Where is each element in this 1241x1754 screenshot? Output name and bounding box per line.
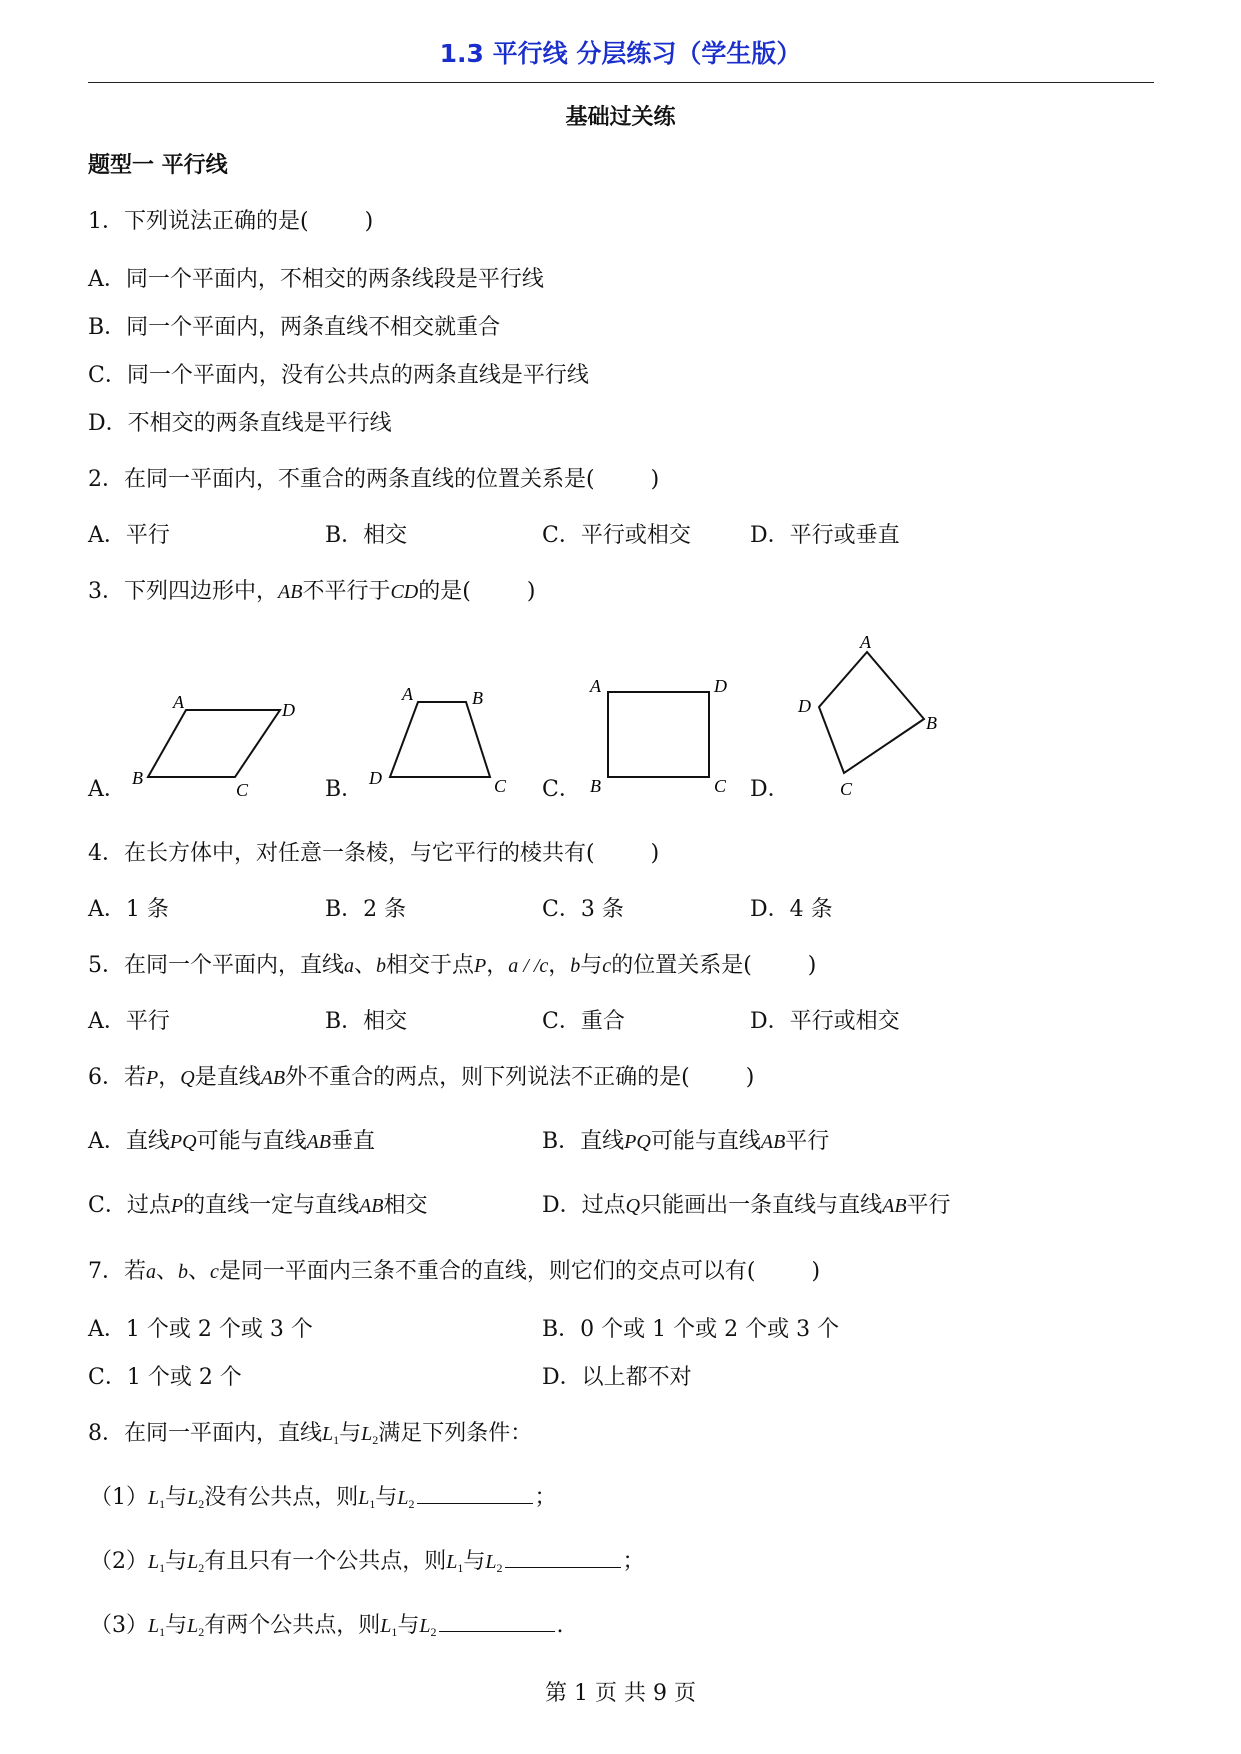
q8-p1-e: ； bbox=[534, 1485, 557, 1510]
figure-kite bbox=[790, 620, 960, 810]
q5-s4: ， bbox=[486, 953, 509, 978]
header-divider bbox=[88, 82, 1154, 83]
q6-b1: B．直线 bbox=[542, 1129, 625, 1154]
q6-a3: 垂直 bbox=[331, 1129, 376, 1154]
q8-p1-l1-letter: L bbox=[148, 1487, 160, 1509]
q8-p3-l2b-sub: 2 bbox=[430, 1625, 437, 1639]
q6-d1: D．过点 bbox=[542, 1193, 626, 1218]
q6-s2: ， bbox=[158, 1065, 181, 1090]
question-3 bbox=[88, 574, 535, 605]
q8-l2-sub: 2 bbox=[372, 1433, 379, 1447]
type-heading: 题型一 平行线 bbox=[88, 153, 228, 178]
q8-p3-l1b-sub: 1 bbox=[391, 1625, 398, 1639]
q3-close: ) bbox=[526, 579, 536, 604]
q6-b2: 可能与直线 bbox=[650, 1129, 761, 1154]
q6-c1: C．过点 bbox=[88, 1193, 171, 1218]
q8-p1-l2-letter: L bbox=[187, 1487, 199, 1509]
q1-stem: 1．下列说法正确的是( bbox=[88, 209, 309, 234]
q5-b: b bbox=[376, 955, 387, 977]
q3-cd: CD bbox=[390, 581, 419, 603]
q8-p2-l2b-letter: L bbox=[485, 1551, 497, 1573]
q8-p2-d: 与 bbox=[463, 1549, 486, 1574]
fig-b-label-d: D bbox=[369, 768, 382, 788]
fig-a-label-d: D bbox=[282, 700, 295, 720]
q8-l2-letter: L bbox=[361, 1423, 373, 1445]
fig-d-label-b: B bbox=[926, 713, 937, 733]
q3-stem-a: 3．下列四边形中， bbox=[88, 579, 278, 604]
q8-p1-num: （1） bbox=[90, 1485, 148, 1510]
q8-p1-l2b bbox=[397, 1487, 414, 1509]
q7-option-b: B．0 个或 1 个或 2 个或 3 个 bbox=[542, 1317, 840, 1342]
q8-p1-b: 与 bbox=[165, 1485, 188, 1510]
q8-p3-l1 bbox=[148, 1615, 165, 1637]
q6-c-ab: AB bbox=[359, 1195, 384, 1217]
q8-part-1 bbox=[90, 1480, 557, 1512]
page-number-footer: 第 1 页 共 9 页 bbox=[545, 1681, 696, 1706]
q2-close: ) bbox=[650, 467, 660, 492]
question-5 bbox=[88, 948, 816, 979]
q6-c2: 的直线一定与直线 bbox=[183, 1193, 360, 1218]
q8-p3-answer-blank[interactable] bbox=[439, 1613, 555, 1632]
q7-close: ) bbox=[811, 1259, 821, 1284]
q6-option-b bbox=[542, 1124, 829, 1155]
q7-s4: 是同一平面内三条不重合的直线，则它们的交点可以有( bbox=[218, 1259, 756, 1284]
q4-option-c: C．3 条 bbox=[542, 897, 624, 922]
fig-c-label-c: C bbox=[714, 776, 727, 796]
question-1 bbox=[88, 204, 373, 235]
q6-d-ab: AB bbox=[882, 1195, 907, 1217]
q5-s7: 的位置关系是( bbox=[611, 953, 752, 978]
q7-c: c bbox=[210, 1261, 219, 1283]
q3-ab: AB bbox=[278, 581, 303, 603]
q7-s2: 、 bbox=[156, 1259, 179, 1284]
q8-part-3 bbox=[90, 1608, 564, 1640]
q8-p2-answer-blank[interactable] bbox=[505, 1549, 621, 1568]
q6-a1: A．直线 bbox=[88, 1129, 170, 1154]
q8-p2-l2 bbox=[187, 1551, 204, 1573]
q8-part-2 bbox=[90, 1544, 645, 1576]
q6-b3: 平行 bbox=[785, 1129, 830, 1154]
q8-p3-l1-sub: 1 bbox=[159, 1625, 166, 1639]
q3-option-a: A． bbox=[88, 777, 126, 802]
q6-ab: AB bbox=[260, 1067, 286, 1089]
q8-p2-l2-letter: L bbox=[187, 1551, 199, 1573]
q3-stem-b: 不平行于 bbox=[302, 579, 391, 604]
q8-p3-l2-letter: L bbox=[187, 1615, 199, 1637]
figure-trapezoid bbox=[360, 620, 530, 800]
page-title: 1.3 平行线 分层练习（学生版） bbox=[439, 39, 802, 68]
q7-a: a bbox=[146, 1261, 156, 1283]
q8-p2-l2b bbox=[485, 1551, 502, 1573]
fig-a-label-c: C bbox=[236, 780, 249, 800]
question-7 bbox=[88, 1254, 820, 1285]
q6-d2: 只能画出一条直线与直线 bbox=[640, 1193, 883, 1218]
q8-p3-num: （3） bbox=[90, 1613, 148, 1638]
q8-l1-sub: 1 bbox=[333, 1433, 340, 1447]
q4-stem: 4．在长方体中，对任意一条棱，与它平行的棱共有( bbox=[88, 841, 595, 866]
q6-a2: 可能与直线 bbox=[196, 1129, 307, 1154]
question-6 bbox=[88, 1060, 754, 1091]
q4-option-a: A．1 条 bbox=[88, 897, 169, 922]
q8-p1-l2b-sub: 2 bbox=[408, 1497, 415, 1511]
fig-d-label-c: C bbox=[840, 779, 853, 799]
q5-c: c bbox=[602, 955, 612, 977]
q6-s1: 6．若 bbox=[88, 1065, 146, 1090]
q8-p2-e: ； bbox=[622, 1549, 645, 1574]
q2-option-b: B．相交 bbox=[325, 523, 408, 548]
q6-q: Q bbox=[180, 1067, 195, 1089]
q6-p: P bbox=[146, 1067, 159, 1089]
q6-close: ) bbox=[745, 1065, 755, 1090]
q6-s3: 是直线 bbox=[194, 1065, 261, 1090]
q5-close: ) bbox=[807, 953, 817, 978]
q8-p1-l1b bbox=[358, 1487, 375, 1509]
q5-s1: 5．在同一个平面内，直线 bbox=[88, 953, 344, 978]
question-4 bbox=[88, 836, 659, 867]
q6-option-d bbox=[542, 1188, 951, 1219]
q2-option-c: C．平行或相交 bbox=[542, 523, 691, 548]
q1-option-c: C．同一个平面内，没有公共点的两条直线是平行线 bbox=[88, 363, 589, 388]
q8-p1-c: 没有公共点，则 bbox=[204, 1485, 359, 1510]
q3-option-b: B． bbox=[325, 777, 364, 802]
q8-p1-l2 bbox=[187, 1487, 204, 1509]
q6-b-ab: AB bbox=[760, 1131, 786, 1153]
q8-p3-b: 与 bbox=[165, 1613, 188, 1638]
q8-l2 bbox=[361, 1423, 378, 1445]
q5-b2: b bbox=[570, 955, 581, 977]
q8-p1-l1b-letter: L bbox=[358, 1487, 370, 1509]
q3-stem-c: 的是( bbox=[418, 579, 471, 604]
q8-p2-l1b bbox=[446, 1551, 463, 1573]
question-2 bbox=[88, 462, 659, 493]
q8-s2: 与 bbox=[339, 1421, 362, 1446]
q6-a-ab: AB bbox=[306, 1131, 332, 1153]
q6-c3: 相交 bbox=[383, 1193, 428, 1218]
question-8 bbox=[88, 1416, 532, 1448]
q8-p2-l1-letter: L bbox=[148, 1551, 160, 1573]
q8-s3: 满足下列条件： bbox=[378, 1421, 533, 1446]
fig-b-label-b: B bbox=[472, 688, 483, 708]
q8-p1-l2b-letter: L bbox=[397, 1487, 409, 1509]
fig-b-label-a: A bbox=[402, 684, 413, 704]
q7-s3: 、 bbox=[188, 1259, 211, 1284]
fig-c-label-b: B bbox=[590, 776, 601, 796]
q1-option-b: B．同一个平面内，两条直线不相交就重合 bbox=[88, 315, 501, 340]
q8-p2-l1 bbox=[148, 1551, 165, 1573]
q6-a-pq: PQ bbox=[169, 1131, 197, 1153]
q8-p3-l1b bbox=[380, 1615, 397, 1637]
figure-parallelogram bbox=[120, 620, 310, 800]
q5-a-parallel-c: a / /c bbox=[508, 955, 549, 977]
q8-p3-e: . bbox=[556, 1613, 564, 1638]
q5-s6: 与 bbox=[580, 953, 603, 978]
q6-d-q: Q bbox=[625, 1195, 641, 1217]
q6-d3: 平行 bbox=[906, 1193, 951, 1218]
fig-a-label-a: A bbox=[173, 692, 184, 712]
q8-p2-c: 有且只有一个公共点，则 bbox=[204, 1549, 447, 1574]
q4-option-b: B．2 条 bbox=[325, 897, 407, 922]
q8-p2-l2b-sub: 2 bbox=[496, 1561, 503, 1575]
section-title: 基础过关练 bbox=[565, 105, 676, 130]
q8-p2-l2-sub: 2 bbox=[198, 1561, 205, 1575]
q5-s2: 、 bbox=[354, 953, 377, 978]
q5-option-c: C．重合 bbox=[542, 1009, 625, 1034]
q2-option-d: D．平行或垂直 bbox=[750, 523, 900, 548]
q5-s5: ， bbox=[548, 953, 571, 978]
q4-close: ) bbox=[650, 841, 660, 866]
q8-p1-d: 与 bbox=[375, 1485, 398, 1510]
q1-option-a: A．同一个平面内，不相交的两条线段是平行线 bbox=[88, 267, 544, 292]
q6-option-c bbox=[88, 1188, 428, 1219]
q8-p3-c: 有两个公共点，则 bbox=[204, 1613, 381, 1638]
q5-option-d: D．平行或相交 bbox=[750, 1009, 900, 1034]
q8-p1-l1-sub: 1 bbox=[159, 1497, 166, 1511]
q8-p1-l1 bbox=[148, 1487, 165, 1509]
figure-square bbox=[580, 620, 750, 800]
q5-option-a: A．平行 bbox=[88, 1009, 170, 1034]
fig-c-label-a: A bbox=[590, 676, 601, 696]
q1-close: ) bbox=[364, 209, 374, 234]
q7-option-a: A．1 个或 2 个或 3 个 bbox=[88, 1317, 313, 1342]
fig-d-label-d: D bbox=[798, 696, 811, 716]
q6-option-a bbox=[88, 1124, 375, 1155]
q2-option-a: A．平行 bbox=[88, 523, 170, 548]
fig-b-label-c: C bbox=[494, 776, 507, 796]
q4-option-d: D．4 条 bbox=[750, 897, 833, 922]
q2-stem: 2．在同一平面内，不重合的两条直线的位置关系是( bbox=[88, 467, 595, 492]
q8-p2-l1b-letter: L bbox=[446, 1551, 458, 1573]
q1-option-d: D．不相交的两条直线是平行线 bbox=[88, 411, 392, 436]
q5-s3: 相交于点 bbox=[386, 953, 475, 978]
fig-d-label-a: A bbox=[860, 632, 871, 652]
fig-a-label-b: B bbox=[132, 768, 143, 788]
q8-p3-l2 bbox=[187, 1615, 204, 1637]
q7-b: b bbox=[178, 1261, 189, 1283]
q8-p3-l1b-letter: L bbox=[380, 1615, 392, 1637]
q6-c-p: P bbox=[170, 1195, 184, 1217]
q8-l1-letter: L bbox=[322, 1423, 334, 1445]
q8-p2-l1-sub: 1 bbox=[159, 1561, 166, 1575]
q8-p3-l2-sub: 2 bbox=[198, 1625, 205, 1639]
q8-p2-l1b-sub: 1 bbox=[457, 1561, 464, 1575]
q8-p1-l1b-sub: 1 bbox=[369, 1497, 376, 1511]
q8-p3-l2b-letter: L bbox=[419, 1615, 431, 1637]
fig-c-label-d: D bbox=[714, 676, 727, 696]
q8-l1 bbox=[322, 1423, 339, 1445]
q8-p1-answer-blank[interactable] bbox=[417, 1485, 533, 1504]
q8-p3-l2b bbox=[419, 1615, 436, 1637]
q5-p: P bbox=[474, 955, 487, 977]
q6-s4: 外不重合的两点，则下列说法不正确的是( bbox=[285, 1065, 690, 1090]
q6-b-pq: PQ bbox=[624, 1131, 651, 1153]
q8-p1-l2-sub: 2 bbox=[198, 1497, 205, 1511]
q3-option-c: C． bbox=[542, 777, 581, 802]
q8-p2-b: 与 bbox=[165, 1549, 188, 1574]
q3-option-d: D． bbox=[750, 777, 790, 802]
q8-s1: 8．在同一平面内，直线 bbox=[88, 1421, 322, 1446]
q8-p3-d: 与 bbox=[397, 1613, 420, 1638]
q5-option-b: B．相交 bbox=[325, 1009, 408, 1034]
q8-p3-l1-letter: L bbox=[148, 1615, 160, 1637]
q8-p2-num: （2） bbox=[90, 1549, 148, 1574]
q7-s1: 7．若 bbox=[88, 1259, 146, 1284]
q7-option-d: D．以上都不对 bbox=[542, 1365, 692, 1390]
q7-option-c: C．1 个或 2 个 bbox=[88, 1365, 242, 1390]
q5-a: a bbox=[344, 955, 354, 977]
